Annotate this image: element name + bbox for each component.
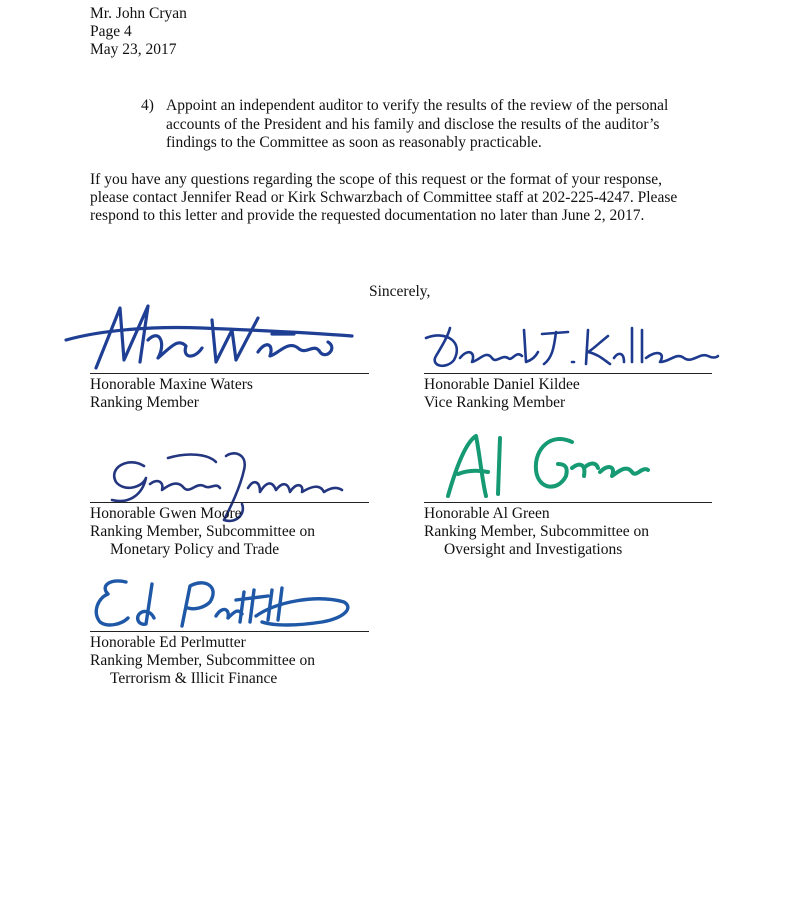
signatory-title-cont: Terrorism & Illicit Finance [110, 670, 278, 687]
signature-maxine-waters [62, 300, 362, 380]
valediction: Sincerely, [369, 283, 431, 300]
signature-line [424, 373, 712, 374]
signatory-name: Honorable Ed Perlmutter [90, 634, 246, 651]
signature-ed-perlmutter [86, 572, 356, 636]
list-item-line-1: Appoint an independent auditor to verify the results of the review of the personal [166, 97, 669, 114]
signatory-name: Honorable Gwen Moore [90, 505, 242, 522]
signatory-title: Ranking Member, Subcommittee on [424, 523, 649, 540]
signature-al-green [440, 428, 670, 508]
page-number: Page 4 [90, 23, 132, 40]
signature-line [90, 502, 369, 503]
signature-line [90, 373, 369, 374]
signatory-title-cont: Monetary Policy and Trade [110, 541, 280, 558]
list-item-line-2: accounts of the President and his family and disclose the results of the auditor’s [166, 116, 660, 133]
list-item-number: 4) [141, 97, 154, 114]
paragraph-line-2: please contact Jennifer Read or Kirk Schwarzbach of Committee staff at 202-225-4247. Please [90, 189, 678, 206]
letter-date: May 23, 2017 [90, 41, 177, 58]
signatory-name: Honorable Maxine Waters [90, 376, 253, 393]
signatory-name: Honorable Daniel Kildee [424, 376, 580, 393]
signatory-title: Vice Ranking Member [424, 394, 566, 411]
recipient-name: Mr. John Cryan [90, 5, 187, 22]
list-item-line-3: findings to the Committee as soon as reasonably practicable. [166, 134, 542, 151]
signatory-title: Ranking Member [90, 394, 199, 411]
signatory-name: Honorable Al Green [424, 505, 550, 522]
signatory-title: Ranking Member, Subcommittee on [90, 652, 315, 669]
paragraph-line-3: respond to this letter and provide the requested documentation no later than June 2, 2017. [90, 207, 645, 224]
paragraph-line-1: If you have any questions regarding the scope of this request or the format of your response, [90, 171, 663, 188]
signatory-title: Ranking Member, Subcommittee on [90, 523, 315, 540]
signature-daniel-kildee [420, 322, 720, 374]
signature-line [424, 502, 712, 503]
signatory-title-cont: Oversight and Investigations [444, 541, 623, 558]
signature-line [90, 631, 369, 632]
